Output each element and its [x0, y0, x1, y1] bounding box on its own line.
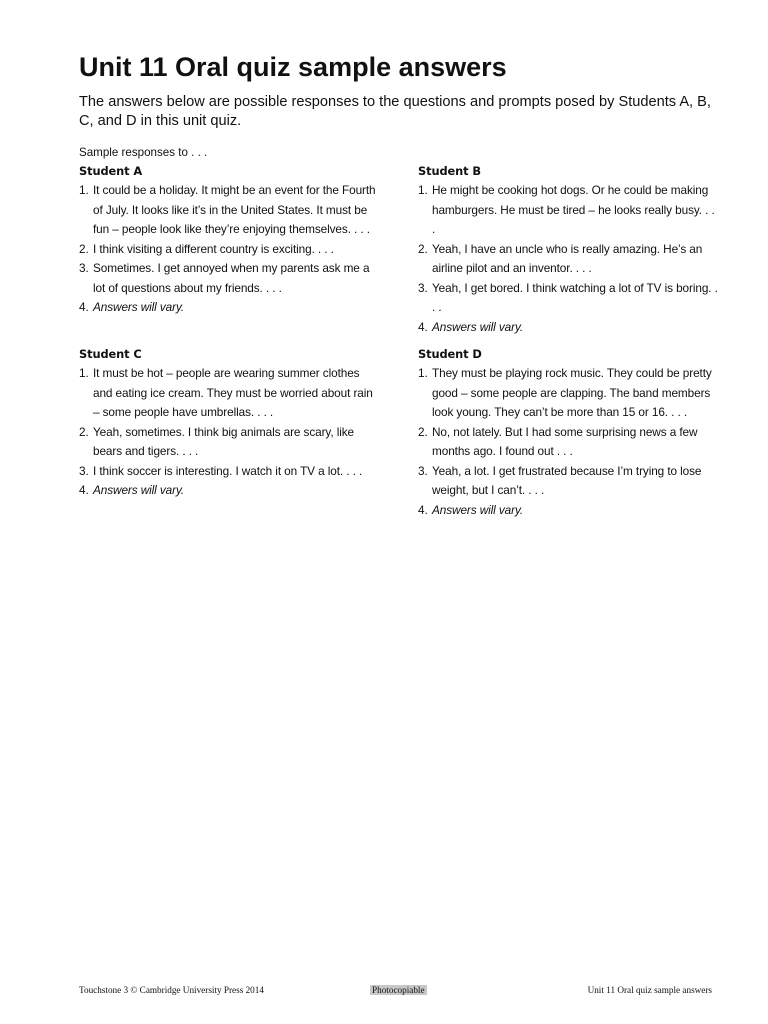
footer-copyright: Touchstone 3 © Cambridge University Press 2014: [79, 985, 264, 995]
answer-item: 3. Yeah, I get bored. I think watching a lot of TV is boring. . . .: [418, 280, 718, 314]
student-c-answers: [79, 364, 379, 501]
answer-item: 1. It must be hot – people are wearing summer clothes and eating ice cream. They must be worried about rain – some people have umbrellas. . . .: [79, 366, 373, 419]
answer-item: 1. He might be cooking hot dogs. Or he could be making hamburgers. He must be tired – he looks really busy. . . .: [418, 183, 715, 236]
student-b-heading: Student B: [418, 164, 481, 178]
student-d-answers: [418, 364, 718, 520]
student-c-section: [79, 345, 379, 501]
page-footer: [79, 985, 712, 999]
answer-item: 1. It could be a holiday. It might be an event for the Fourth of July. It looks like it’s in the United States. It must be fun – people look like they’re enjoying themselves. . . .: [79, 183, 376, 236]
student-b-answers: [418, 181, 718, 337]
answer-item: 3. Sometimes. I get annoyed when my parents ask me a lot of questions about my friends. . . .: [79, 261, 370, 295]
answer-item: 4. Answers will vary.: [79, 483, 185, 497]
footer-document-title: Unit 11 Oral quiz sample answers: [587, 985, 712, 995]
answer-item: 2. No, not lately. But I had some surprising news a few months ago. I found out . . .: [418, 424, 698, 458]
answer-item: 3. I think soccer is interesting. I watch it on TV a lot. . . .: [79, 463, 363, 478]
answer-item: 4. Answers will vary.: [418, 319, 524, 334]
intro-paragraph: The answers below are possible responses to the questions and prompts posed by Students A, B, C, and D in this unit quiz.: [79, 94, 711, 129]
answer-item: 1. They must be playing rock music. They could be pretty good – some people are clapping. The band members look young. They can’t be more than 15 or 16. . . .: [418, 366, 712, 419]
footer-photocopiable-label: Photocopiable: [372, 985, 425, 995]
student-d-heading: Student D: [418, 347, 482, 361]
student-b-section: [418, 162, 718, 337]
answer-item: 2. I think visiting a different country is exciting. . . .: [79, 241, 334, 256]
answer-item: 2. Yeah, sometimes. I think big animals are scary, like bears and tigers. . . .: [79, 424, 355, 458]
answer-item: 2. Yeah, I have an uncle who is really amazing. He’s an airline pilot and an inventor. . . .: [418, 241, 703, 275]
student-d-section: [418, 345, 718, 520]
sample-responses-label: Sample responses to . . .: [79, 146, 208, 159]
answer-item: 4. Answers will vary.: [418, 502, 524, 517]
student-a-section: [79, 162, 379, 318]
student-a-answers: [79, 181, 379, 318]
answer-item: 4. Answers will vary.: [79, 300, 185, 314]
student-a-heading: Student A: [79, 164, 143, 178]
student-c-heading: Student C: [79, 347, 142, 361]
answer-item: 3. Yeah, a lot. I get frustrated because I’m trying to lose weight, but I can’t. . . .: [418, 463, 702, 497]
page-title: Unit 11 Oral quiz sample answers: [79, 52, 507, 82]
